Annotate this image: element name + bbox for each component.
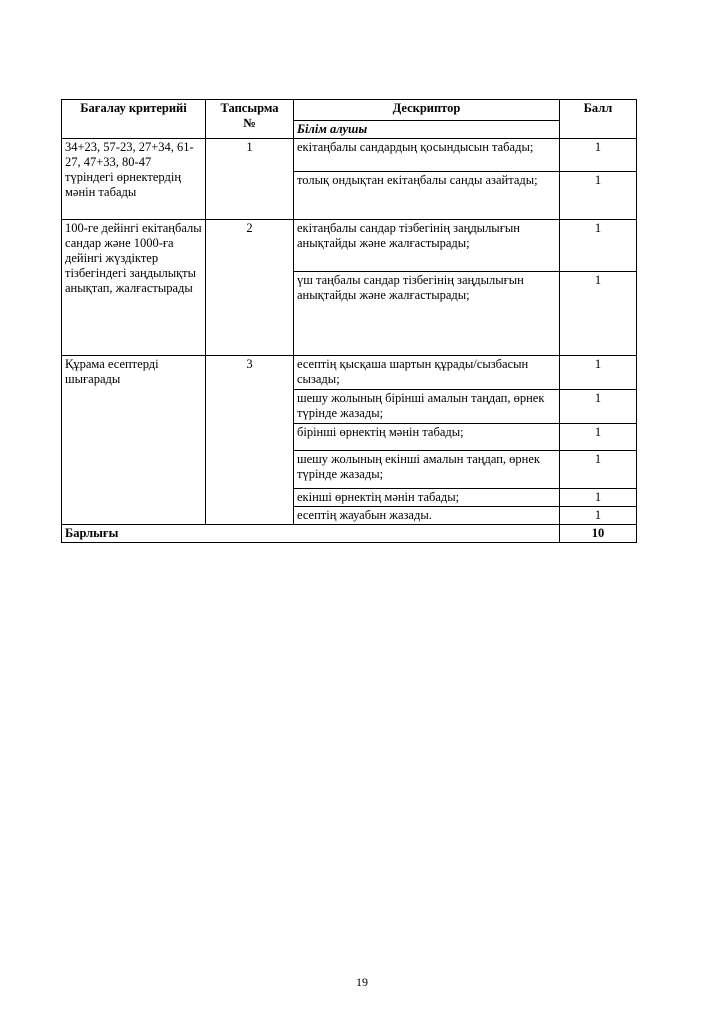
header-descriptor: Дескриптор [294,100,560,121]
score-cell: 1 [560,451,637,489]
criteria-cell: 34+23, 57-23, 27+34, 61-27, 47+33, 80-47 түріндегі өрнектердің мәнін табады [62,139,206,220]
header-row [62,100,637,121]
total-score: 10 [560,525,637,543]
header-task-line1: Тапсырма [220,101,279,115]
score-cell: 1 [560,489,637,507]
descriptor-cell: бірінші өрнектің мәнін табады; [294,424,560,451]
score-cell: 1 [560,424,637,451]
score-cell: 1 [560,172,637,220]
header-task [206,100,294,139]
score-cell: 1 [560,272,637,356]
descriptor-cell: есептің жауабын жазады. [294,507,560,525]
task-number-cell: 2 [206,220,294,356]
header-task-line2: № [243,116,256,130]
descriptor-cell: екітаңбалы сандар тізбегінің заңдылығын анықтайды және жалғастырады; [294,220,560,272]
table-row [62,356,637,390]
table-row [62,139,637,172]
total-row [62,525,637,543]
subheader-student: Білім алушы [294,121,560,139]
score-cell: 1 [560,507,637,525]
descriptor-cell: үш таңбалы сандар тізбегінің заңдылығын анықтайды және жалғастырады; [294,272,560,356]
header-criteria: Бағалау критерийі [62,100,206,139]
assessment-table [61,99,637,543]
header-score: Балл [560,100,637,139]
score-cell: 1 [560,356,637,390]
task-number-cell: 3 [206,356,294,525]
score-cell: 1 [560,220,637,272]
total-label: Барлығы [62,525,560,543]
descriptor-cell: есептің қысқаша шартын құрады/сызбасын сызады; [294,356,560,390]
descriptor-cell: толық ондықтан екітаңбалы санды азайтады; [294,172,560,220]
descriptor-cell: екінші өрнектің мәнін табады; [294,489,560,507]
score-cell: 1 [560,390,637,424]
page-number: 19 [356,975,368,989]
table-row [62,220,637,272]
score-cell: 1 [560,139,637,172]
criteria-cell: Құрама есептерді шығарады [62,356,206,525]
descriptor-cell: екітаңбалы сандардың қосындысын табады; [294,139,560,172]
descriptor-cell: шешу жолының екінші амалын таңдап, өрнек түрінде жазады; [294,451,560,489]
descriptor-cell: шешу жолының бірінші амалын таңдап, өрнек түрінде жазады; [294,390,560,424]
criteria-cell: 100-ге дейінгі екітаңбалы сандар және 1000-ға дейінгі жүздіктер тізбегіндегі заңдылықты анықтап, жалғастырады [62,220,206,356]
task-number-cell: 1 [206,139,294,220]
